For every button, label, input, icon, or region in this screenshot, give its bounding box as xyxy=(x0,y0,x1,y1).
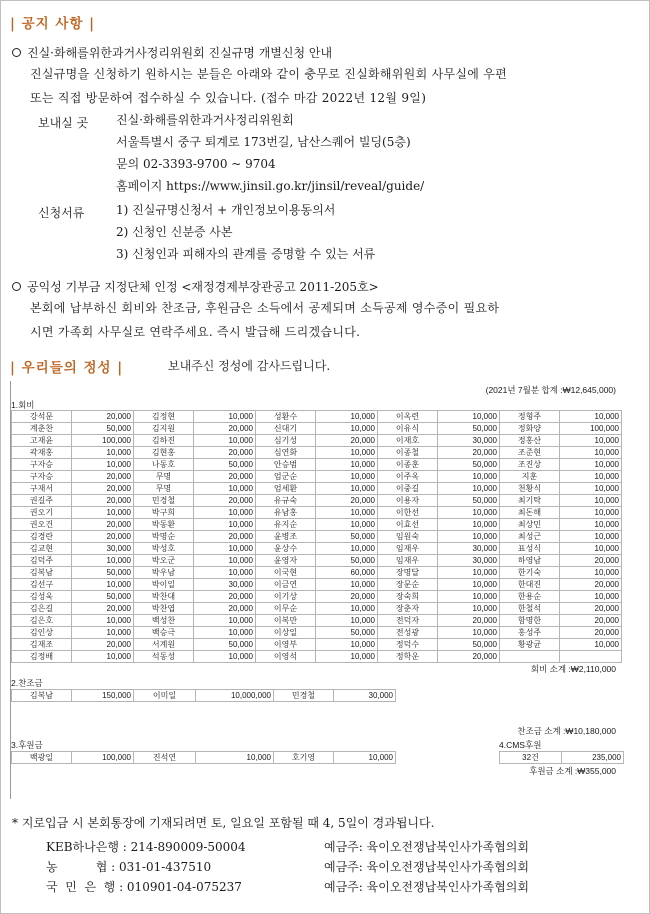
donor-name-cell: 함명한 xyxy=(500,615,560,627)
amount-cell: 10,000 xyxy=(194,651,256,663)
donor-name-cell: 엄세환 xyxy=(256,483,316,495)
donor-name-cell: 이용자 xyxy=(378,495,438,507)
donations-table-area xyxy=(10,381,624,799)
donor-name-cell: 김은길 xyxy=(12,603,72,615)
amount-cell: 10,000 xyxy=(316,603,378,615)
amount-cell: 10,000 xyxy=(560,411,622,423)
amount-cell: 20,000 xyxy=(438,651,500,663)
amount-cell: 20,000 xyxy=(72,411,134,423)
table-row xyxy=(12,531,622,543)
donor-name-cell: 최돈해 xyxy=(500,507,560,519)
amount-cell: 10,000 xyxy=(438,567,500,579)
amount-cell: 10,000 xyxy=(560,519,622,531)
donor-name-cell: 전성광 xyxy=(378,627,438,639)
amount-cell: 20,000 xyxy=(560,579,622,591)
table-row xyxy=(12,651,622,663)
amount-cell: 30,000 xyxy=(438,543,500,555)
donor-name-cell: 구자승 xyxy=(12,459,72,471)
donor-name-cell: 구자승 xyxy=(12,471,72,483)
donor-name-cell: 김인상 xyxy=(12,627,72,639)
table-row xyxy=(12,567,622,579)
donor-name-cell: 하영남 xyxy=(500,555,560,567)
donor-name-cell: 신대기 xyxy=(256,423,316,435)
amount-cell: 50,000 xyxy=(316,627,378,639)
amount-cell: 10,000 xyxy=(72,447,134,459)
donor-name-cell: 한철석 xyxy=(500,603,560,615)
amount-cell: 10,000 xyxy=(438,519,500,531)
donor-name-cell: 성환수 xyxy=(256,411,316,423)
notice-title: | 공지 사항 | xyxy=(10,16,96,32)
table-row xyxy=(12,423,622,435)
table-row xyxy=(12,591,622,603)
donor-name-cell xyxy=(500,651,560,663)
amount-cell: 10,000 xyxy=(316,471,378,483)
amount-cell: 10,000 xyxy=(72,459,134,471)
amount-cell: 100,000 xyxy=(560,423,622,435)
amount-cell: 10,000 xyxy=(194,435,256,447)
donor-name-cell: 진석연 xyxy=(134,752,196,764)
donor-name-cell: 윤상수 xyxy=(256,543,316,555)
amount-cell: 50,000 xyxy=(316,531,378,543)
amount-cell: 10,000 xyxy=(316,447,378,459)
amount-cell: 10,000 xyxy=(194,627,256,639)
amount-cell: 50,000 xyxy=(438,639,500,651)
amount-cell: 10,000 xyxy=(438,471,500,483)
donor-name-cell: 장문순 xyxy=(378,579,438,591)
amount-cell: 20,000 xyxy=(316,435,378,447)
donor-name-cell: 민경철 xyxy=(134,495,194,507)
amount-cell: 20,000 xyxy=(560,627,622,639)
donor-name-cell: 정학운 xyxy=(378,651,438,663)
monthly-total: (2021년 7월분 합계 :₩12,645,000) xyxy=(485,385,616,395)
donor-name-cell: 김복남 xyxy=(12,567,72,579)
support-table xyxy=(11,751,396,764)
donor-name-cell: 심기성 xyxy=(256,435,316,447)
donor-name-cell: 이한선 xyxy=(378,507,438,519)
support-label: 3.후원금 xyxy=(11,740,43,750)
membership-table xyxy=(11,410,622,663)
donor-name-cell: 임재우 xyxy=(378,543,438,555)
table-row xyxy=(12,543,622,555)
donor-name-cell: 최성근 xyxy=(500,531,560,543)
amount-cell: 50,000 xyxy=(438,495,500,507)
amount-cell: 30,000 xyxy=(72,543,134,555)
circle-bullet-icon xyxy=(12,48,21,57)
amount-cell: 10,000 xyxy=(194,483,256,495)
table-row xyxy=(12,579,622,591)
amount-cell: 10,000 xyxy=(316,411,378,423)
table-row xyxy=(500,752,624,764)
amount-cell: 10,000 xyxy=(438,603,500,615)
amount-cell: 10,000 xyxy=(438,411,500,423)
amount-cell: 10,000 xyxy=(194,567,256,579)
donor-name-cell: 무명 xyxy=(134,483,194,495)
donor-name-cell: 이영석 xyxy=(256,651,316,663)
donor-name-cell: 정덕수 xyxy=(378,639,438,651)
amount-cell: 10,000 xyxy=(560,531,622,543)
amount-cell: 60,000 xyxy=(316,567,378,579)
donor-name-cell: 홍성주 xyxy=(500,627,560,639)
donor-name-cell: 김성욱 xyxy=(12,591,72,603)
docs-block xyxy=(116,199,375,265)
amount-cell: 10,000 xyxy=(438,627,500,639)
homepage-link[interactable]: 홈페이지 https://www.jinsil.go.kr/jinsil/reveal/guide/ xyxy=(116,179,425,193)
amount-cell: 30,000 xyxy=(438,435,500,447)
donor-name-cell: 백승극 xyxy=(134,627,194,639)
bank-holder-1: 예금주: 육이오전쟁납북인사가족협의회 xyxy=(324,840,529,854)
amount-cell: 50,000 xyxy=(438,423,500,435)
donor-name-cell: 민경철 xyxy=(274,690,334,702)
donor-name-cell: 장춘자 xyxy=(378,603,438,615)
donor-name-cell: 정화양 xyxy=(500,423,560,435)
donor-name-cell: 이유식 xyxy=(378,423,438,435)
donor-name-cell: 구재서 xyxy=(12,483,72,495)
donor-name-cell: 엄군순 xyxy=(256,471,316,483)
donor-name-cell: 박찬엽 xyxy=(134,603,194,615)
notice-item-2-heading-text: 공익성 기부금 지정단체 인정 <재정경제부장관공고 2011-205호> xyxy=(27,280,379,294)
donor-name-cell: 박오군 xyxy=(134,555,194,567)
donor-name-cell: 박구희 xyxy=(134,507,194,519)
donor-name-cell: 윤병조 xyxy=(256,531,316,543)
amount-cell: 20,000 xyxy=(560,603,622,615)
cms-label: 4.CMS후원 xyxy=(499,740,542,750)
amount-cell: 20,000 xyxy=(194,495,256,507)
donor-name-cell: 무명 xyxy=(134,471,194,483)
donor-name-cell: 정홍산 xyxy=(500,435,560,447)
donor-name-cell: 호기영 xyxy=(274,752,334,764)
notice-item-2-heading xyxy=(12,278,379,295)
amount-cell: 10,000 xyxy=(72,507,134,519)
amount-cell: 10,000 xyxy=(560,471,622,483)
donor-name-cell: 김정현 xyxy=(134,411,194,423)
donor-name-cell: 김현홍 xyxy=(134,447,194,459)
donor-name-cell: 이복만 xyxy=(256,615,316,627)
amount-cell: 20,000 xyxy=(194,531,256,543)
send-to-label: 보내실 곳 xyxy=(38,116,89,130)
amount-cell: 10,000 xyxy=(316,519,378,531)
donor-name-cell: 김하진 xyxy=(134,435,194,447)
amount-cell: 10,000 xyxy=(560,435,622,447)
docs-line-3: 3) 신청인과 피해자의 관계를 증명할 수 있는 서류 xyxy=(116,247,376,261)
donor-name-cell: 김은호 xyxy=(12,615,72,627)
donor-name-cell: 김경란 xyxy=(12,531,72,543)
amount-cell: 10,000 xyxy=(316,651,378,663)
donor-name-cell: 백광일 xyxy=(12,752,72,764)
amount-cell: 100,000 xyxy=(72,435,134,447)
donor-name-cell: 김덕주 xyxy=(12,555,72,567)
amount-cell: 10,000,000 xyxy=(196,690,274,702)
amount-cell: 20,000 xyxy=(194,591,256,603)
donor-name-cell: 박동환 xyxy=(134,519,194,531)
donor-name-cell: 이옥련 xyxy=(378,411,438,423)
table-row xyxy=(12,459,622,471)
donor-name-cell: 박우남 xyxy=(134,567,194,579)
amount-cell: 10,000 xyxy=(560,459,622,471)
amount-cell: 10,000 xyxy=(316,483,378,495)
amount-cell: 10,000 xyxy=(316,543,378,555)
donor-name-cell: 윤영자 xyxy=(256,555,316,567)
amount-cell: 50,000 xyxy=(438,459,500,471)
donor-name-cell: 이상일 xyxy=(256,627,316,639)
table-row xyxy=(12,495,622,507)
amount-cell: 150,000 xyxy=(72,690,134,702)
donor-name-cell: 이영부 xyxy=(256,639,316,651)
docs-line-2: 2) 신청인 신분증 사본 xyxy=(116,225,233,239)
donor-name-cell: 정형주 xyxy=(500,411,560,423)
send-to-line-3: 문의 02-3393-9700 ~ 9704 xyxy=(116,157,276,171)
donor-name-cell: 이종철 xyxy=(378,447,438,459)
amount-cell: 10,000 xyxy=(316,579,378,591)
cms-table xyxy=(499,751,624,764)
donor-name-cell: 이재호 xyxy=(378,435,438,447)
donor-name-cell: 심연화 xyxy=(256,447,316,459)
amount-cell: 10,000 xyxy=(438,483,500,495)
donor-name-cell: 유지순 xyxy=(256,519,316,531)
donor-name-cell: 조준현 xyxy=(500,447,560,459)
donor-name-cell: 32건 xyxy=(500,752,562,764)
docs-label: 신청서류 xyxy=(38,206,85,220)
donor-name-cell: 김지원 xyxy=(134,423,194,435)
amount-cell: 10,000 xyxy=(560,639,622,651)
bank-holder-3: 예금주: 육이오전쟁납북인사가족협의회 xyxy=(324,880,529,894)
notice-item-1-heading xyxy=(12,44,332,61)
donations-title: | 우리들의 정성 | xyxy=(10,360,124,376)
donor-name-cell: 임재우 xyxy=(378,555,438,567)
amount-cell: 30,000 xyxy=(438,555,500,567)
notice-item-2-line-2: 시면 가족회 사무실로 연락주세요. 즉시 발급해 드리겠습니다. xyxy=(30,325,361,339)
donor-name-cell: 서계원 xyxy=(134,639,194,651)
amount-cell: 20,000 xyxy=(194,447,256,459)
amount-cell: 20,000 xyxy=(316,591,378,603)
amount-cell: 235,000 xyxy=(562,752,624,764)
donor-name-cell: 최상민 xyxy=(500,519,560,531)
amount-cell: 10,000 xyxy=(560,591,622,603)
amount-cell: 10,000 xyxy=(560,507,622,519)
amount-cell: 10,000 xyxy=(194,555,256,567)
amount-cell: 20,000 xyxy=(72,471,134,483)
donor-name-cell: 강석문 xyxy=(12,411,72,423)
donor-name-cell: 유규숙 xyxy=(256,495,316,507)
donor-name-cell: 천황식 xyxy=(500,483,560,495)
amount-cell: 10,000 xyxy=(316,615,378,627)
donor-name-cell: 지훈 xyxy=(500,471,560,483)
amount-cell: 10,000 xyxy=(438,531,500,543)
bank-account-1: KEB하나은행 : 214-890009-50004 xyxy=(46,840,246,854)
donations-subtitle: 보내주신 정성에 감사드립니다. xyxy=(168,359,331,373)
amount-cell: 20,000 xyxy=(560,555,622,567)
donor-name-cell: 최기탁 xyxy=(500,495,560,507)
notice-item-1-body xyxy=(30,62,630,110)
send-to-line-2: 서울특별시 중구 퇴계로 173번길, 남산스퀘어 빌딩(5층) xyxy=(116,135,411,149)
donor-name-cell: 박이일 xyxy=(134,579,194,591)
donor-name-cell: 곽재홍 xyxy=(12,447,72,459)
circle-bullet-icon xyxy=(12,282,21,291)
donor-name-cell: 계춘찬 xyxy=(12,423,72,435)
donor-name-cell: 나동호 xyxy=(134,459,194,471)
amount-cell: 10,000 xyxy=(194,615,256,627)
amount-cell: 10,000 xyxy=(72,615,134,627)
amount-cell: 10,000 xyxy=(334,752,396,764)
table-row xyxy=(12,447,622,459)
table-row xyxy=(12,752,396,764)
amount-cell xyxy=(560,651,622,663)
amount-cell: 10,000 xyxy=(194,543,256,555)
amount-cell: 10,000 xyxy=(560,495,622,507)
table-row xyxy=(12,639,622,651)
table-row xyxy=(12,615,622,627)
amount-cell: 10,000 xyxy=(194,411,256,423)
membership-label: 1.회비 xyxy=(11,400,35,410)
amount-cell: 50,000 xyxy=(72,591,134,603)
notice-item-2-line-1: 본회에 납부하신 회비와 찬조금, 후원금은 소득에서 공제되며 소득공제 영수증이 필요하 xyxy=(30,301,500,315)
amount-cell: 100,000 xyxy=(72,752,134,764)
donor-name-cell: 박명순 xyxy=(134,531,194,543)
donor-name-cell: 황광균 xyxy=(500,639,560,651)
amount-cell: 10,000 xyxy=(560,447,622,459)
amount-cell: 10,000 xyxy=(560,543,622,555)
sponsorship-table xyxy=(11,689,396,702)
amount-cell: 10,000 xyxy=(316,507,378,519)
amount-cell: 50,000 xyxy=(72,423,134,435)
donor-name-cell: 이국현 xyxy=(256,567,316,579)
amount-cell: 10,000 xyxy=(316,459,378,471)
notice-item-1-heading-text: 진실·화해를위한과거사정리위원회 진실규명 개별신청 안내 xyxy=(27,46,333,60)
amount-cell: 10,000 xyxy=(438,591,500,603)
table-row xyxy=(12,435,622,447)
amount-cell: 20,000 xyxy=(72,531,134,543)
donor-name-cell: 한기숙 xyxy=(500,567,560,579)
donor-name-cell: 김선구 xyxy=(12,579,72,591)
amount-cell: 10,000 xyxy=(316,639,378,651)
donor-name-cell: 이주옥 xyxy=(378,471,438,483)
amount-cell: 10,000 xyxy=(438,579,500,591)
donor-name-cell: 장숙희 xyxy=(378,591,438,603)
amount-cell: 10,000 xyxy=(196,752,274,764)
support-subtotal: 후원금 소계 :₩355,000 xyxy=(529,766,616,776)
amount-cell: 20,000 xyxy=(438,615,500,627)
bank-account-2: 농 협 : 031-01-437510 xyxy=(46,860,212,874)
amount-cell: 20,000 xyxy=(194,423,256,435)
amount-cell: 10,000 xyxy=(438,507,500,519)
donor-name-cell: 이효선 xyxy=(378,519,438,531)
table-row xyxy=(12,519,622,531)
table-row xyxy=(12,555,622,567)
amount-cell: 20,000 xyxy=(194,603,256,615)
donor-name-cell: 이종훈 xyxy=(378,459,438,471)
amount-cell: 20,000 xyxy=(194,471,256,483)
amount-cell: 10,000 xyxy=(72,555,134,567)
donor-name-cell: 석동성 xyxy=(134,651,194,663)
amount-cell: 10,000 xyxy=(560,483,622,495)
table-row xyxy=(12,471,622,483)
amount-cell: 30,000 xyxy=(334,690,396,702)
bank-account-3: 국 민 은 행 : 010901-04-075237 xyxy=(46,880,242,894)
donor-name-cell: 한용순 xyxy=(500,591,560,603)
giro-note: * 지로입금 시 본회통장에 기재되려면 토, 일요일 포함될 때 4, 5일이 경과됩니다. xyxy=(12,816,435,830)
sponsorship-label: 2.찬조금 xyxy=(11,678,43,688)
donor-name-cell: 박찬대 xyxy=(134,591,194,603)
donor-name-cell: 백성찬 xyxy=(134,615,194,627)
membership-subtotal: 회비 소계 :₩2,110,000 xyxy=(530,664,616,674)
amount-cell: 10,000 xyxy=(194,507,256,519)
donor-name-cell: 이금연 xyxy=(256,579,316,591)
amount-cell: 10,000 xyxy=(72,651,134,663)
notice-item-1-line-1: 진실규명을 신청하기 원하시는 분들은 아래와 같이 충무로 진실화해위원회 사무실에 우편 xyxy=(30,67,508,81)
donor-name-cell: 이중길 xyxy=(378,483,438,495)
donor-name-cell: 임원숙 xyxy=(378,531,438,543)
amount-cell: 20,000 xyxy=(72,495,134,507)
amount-cell: 20,000 xyxy=(72,639,134,651)
amount-cell: 50,000 xyxy=(194,639,256,651)
amount-cell: 20,000 xyxy=(72,603,134,615)
amount-cell: 50,000 xyxy=(194,459,256,471)
amount-cell: 20,000 xyxy=(72,519,134,531)
amount-cell: 20,000 xyxy=(560,615,622,627)
donor-name-cell: 김복남 xyxy=(12,690,72,702)
amount-cell: 10,000 xyxy=(316,423,378,435)
donor-name-cell: 권길주 xyxy=(12,495,72,507)
notice-item-2-body xyxy=(30,296,630,344)
donor-name-cell: 이미일 xyxy=(134,690,196,702)
sponsorship-subtotal: 찬조금 소계 :₩10,180,000 xyxy=(517,726,616,736)
amount-cell: 30,000 xyxy=(194,579,256,591)
notice-item-1-line-2: 또는 직접 방문하여 접수하실 수 있습니다. (접수 마감 2022년 12월 9일) xyxy=(30,91,427,105)
donor-name-cell: 유남홍 xyxy=(256,507,316,519)
send-to-line-1: 진실·화해를위한과거사정리위원회 xyxy=(116,113,294,127)
table-row xyxy=(12,603,622,615)
docs-line-1: 1) 진실규명신청서 + 개인정보이용동의서 xyxy=(116,203,336,217)
donor-name-cell: 권오기 xyxy=(12,507,72,519)
send-to-block xyxy=(116,109,424,197)
donor-name-cell: 표성식 xyxy=(500,543,560,555)
amount-cell: 10,000 xyxy=(72,627,134,639)
amount-cell: 20,000 xyxy=(438,447,500,459)
amount-cell: 20,000 xyxy=(72,483,134,495)
donor-name-cell: 이무순 xyxy=(256,603,316,615)
donor-name-cell: 안승범 xyxy=(256,459,316,471)
table-row xyxy=(12,507,622,519)
donor-name-cell: 고재윤 xyxy=(12,435,72,447)
donor-name-cell: 박성호 xyxy=(134,543,194,555)
donor-name-cell: 한대진 xyxy=(500,579,560,591)
amount-cell: 10,000 xyxy=(194,519,256,531)
amount-cell: 50,000 xyxy=(72,567,134,579)
table-row xyxy=(12,627,622,639)
amount-cell: 50,000 xyxy=(316,555,378,567)
amount-cell: 20,000 xyxy=(316,495,378,507)
donor-name-cell: 이기상 xyxy=(256,591,316,603)
bank-holder-2: 예금주: 육이오전쟁납북인사가족협의회 xyxy=(324,860,529,874)
table-row xyxy=(12,483,622,495)
donor-name-cell: 조진상 xyxy=(500,459,560,471)
amount-cell: 10,000 xyxy=(560,567,622,579)
donor-name-cell: 권오건 xyxy=(12,519,72,531)
donor-name-cell: 장명달 xyxy=(378,567,438,579)
donor-name-cell: 김교현 xyxy=(12,543,72,555)
table-row xyxy=(12,690,396,702)
table-row xyxy=(12,411,622,423)
donor-name-cell: 김재조 xyxy=(12,639,72,651)
amount-cell: 10,000 xyxy=(72,579,134,591)
donor-name-cell: 김정배 xyxy=(12,651,72,663)
donor-name-cell: 전덕자 xyxy=(378,615,438,627)
